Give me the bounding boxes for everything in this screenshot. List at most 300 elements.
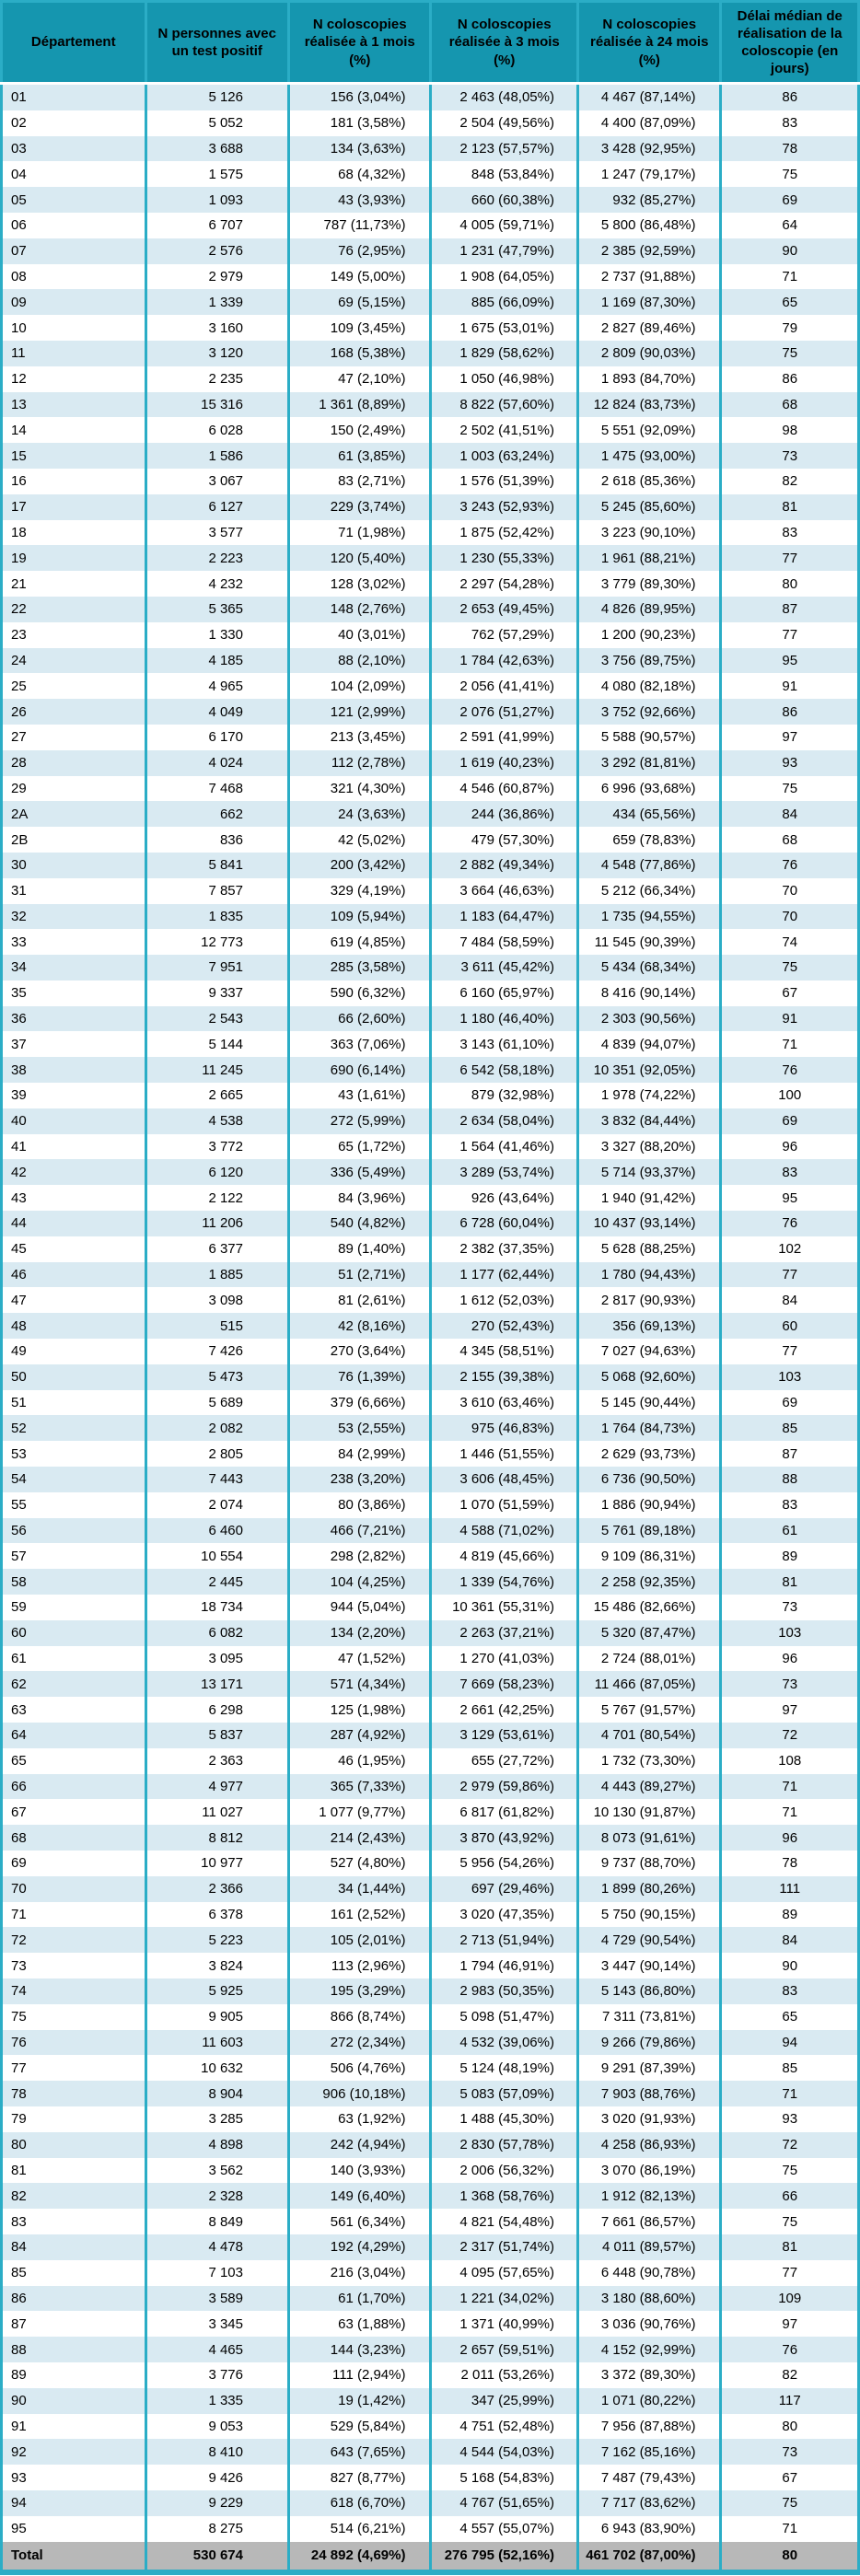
cell-delai-median: 80	[721, 2414, 859, 2440]
table-row	[2, 801, 859, 827]
cell-colo-24-mois: 434 (65,56%)	[577, 801, 721, 827]
cell-delai-median: 71	[721, 1774, 859, 1800]
cell-colo-3-mois: 2 634 (58,04%)	[431, 1108, 578, 1134]
cell-delai-median: 85	[721, 2055, 859, 2081]
cell-colo-1-mois: 148 (2,76%)	[289, 597, 431, 622]
col-header-test-positif: N personnes avec un test positif	[145, 2, 289, 84]
cell-colo-24-mois: 4 400 (87,09%)	[577, 110, 721, 136]
cell-colo-1-mois: 61 (3,85%)	[289, 443, 431, 469]
cell-colo-24-mois: 7 027 (94,63%)	[577, 1339, 721, 1364]
cell-departement: 54	[2, 1467, 146, 1492]
cell-colo-1-mois: 125 (1,98%)	[289, 1697, 431, 1723]
cell-delai-median: 76	[721, 853, 859, 878]
table-row	[2, 1083, 859, 1108]
cell-departement: 42	[2, 1159, 146, 1185]
cell-colo-24-mois: 3 070 (86,19%)	[577, 2158, 721, 2184]
cell-colo-24-mois: 9 737 (88,70%)	[577, 1851, 721, 1876]
cell-departement: 57	[2, 1543, 146, 1569]
cell-delai-median: 86	[721, 699, 859, 725]
cell-colo-1-mois: 527 (4,80%)	[289, 1851, 431, 1876]
cell-departement: 47	[2, 1287, 146, 1313]
cell-delai-median: 96	[721, 1646, 859, 1672]
table-row	[2, 1825, 859, 1851]
cell-colo-24-mois: 1 732 (73,30%)	[577, 1748, 721, 1774]
cell-departement: 66	[2, 1774, 146, 1800]
cell-delai-median: 73	[721, 1595, 859, 1620]
cell-test-positif: 1 330	[145, 622, 289, 648]
cell-colo-1-mois: 104 (4,25%)	[289, 1569, 431, 1595]
cell-colo-1-mois: 42 (8,16%)	[289, 1313, 431, 1339]
table-row	[2, 2030, 859, 2056]
cell-departement: 33	[2, 929, 146, 955]
cell-colo-3-mois: 1 371 (40,99%)	[431, 2311, 578, 2337]
cell-test-positif: 3 589	[145, 2286, 289, 2312]
cell-departement: 38	[2, 1057, 146, 1083]
cell-delai-median: 72	[721, 1723, 859, 1748]
cell-colo-1-mois: 192 (4,29%)	[289, 2234, 431, 2260]
table-header	[2, 2, 859, 84]
cell-colo-24-mois: 5 767 (91,57%)	[577, 1697, 721, 1723]
cell-colo-3-mois: 5 124 (48,19%)	[431, 2055, 578, 2081]
cell-test-positif: 4 478	[145, 2234, 289, 2260]
total-label: Total	[2, 2542, 146, 2572]
cell-colo-3-mois: 1 070 (51,59%)	[431, 1492, 578, 1518]
table-row	[2, 1006, 859, 1032]
cell-departement: 52	[2, 1415, 146, 1441]
cell-departement: 03	[2, 136, 146, 162]
cell-colo-1-mois: 69 (5,15%)	[289, 289, 431, 315]
cell-delai-median: 88	[721, 1467, 859, 1492]
cell-delai-median: 91	[721, 1006, 859, 1032]
cell-test-positif: 7 426	[145, 1339, 289, 1364]
cell-delai-median: 75	[721, 161, 859, 187]
cell-test-positif: 7 103	[145, 2260, 289, 2286]
cell-colo-1-mois: 321 (4,30%)	[289, 776, 431, 802]
cell-delai-median: 74	[721, 929, 859, 955]
cell-delai-median: 72	[721, 2132, 859, 2158]
cell-departement: 72	[2, 1927, 146, 1953]
cell-departement: 56	[2, 1518, 146, 1544]
cell-colo-1-mois: 272 (2,34%)	[289, 2030, 431, 2056]
cell-delai-median: 78	[721, 1851, 859, 1876]
cell-colo-3-mois: 2 056 (41,41%)	[431, 673, 578, 699]
cell-test-positif: 4 024	[145, 750, 289, 776]
cell-colo-3-mois: 1 784 (42,63%)	[431, 648, 578, 674]
cell-colo-1-mois: 200 (3,42%)	[289, 853, 431, 878]
table-row	[2, 1262, 859, 1288]
cell-colo-3-mois: 2 382 (37,35%)	[431, 1236, 578, 1262]
cell-delai-median: 75	[721, 2490, 859, 2516]
cell-test-positif: 8 275	[145, 2516, 289, 2542]
cell-delai-median: 77	[721, 1262, 859, 1288]
table-footer	[2, 2542, 859, 2572]
cell-delai-median: 93	[721, 750, 859, 776]
cell-colo-24-mois: 9 266 (79,86%)	[577, 2030, 721, 2056]
cell-test-positif: 5 925	[145, 1978, 289, 2004]
cell-colo-1-mois: 76 (1,39%)	[289, 1364, 431, 1390]
table-row	[2, 673, 859, 699]
cell-colo-1-mois: 466 (7,21%)	[289, 1518, 431, 1544]
table-row	[2, 2234, 859, 2260]
cell-colo-3-mois: 926 (43,64%)	[431, 1185, 578, 1211]
cell-test-positif: 5 126	[145, 84, 289, 110]
cell-colo-1-mois: 84 (3,96%)	[289, 1185, 431, 1211]
cell-departement: 31	[2, 878, 146, 904]
cell-colo-24-mois: 1 169 (87,30%)	[577, 289, 721, 315]
cell-departement: 14	[2, 417, 146, 443]
cell-colo-3-mois: 3 664 (46,63%)	[431, 878, 578, 904]
cell-departement: 51	[2, 1390, 146, 1416]
cell-colo-1-mois: 112 (2,78%)	[289, 750, 431, 776]
cell-colo-24-mois: 7 661 (86,57%)	[577, 2209, 721, 2234]
cell-colo-3-mois: 2 317 (51,74%)	[431, 2234, 578, 2260]
cell-colo-24-mois: 3 779 (89,30%)	[577, 571, 721, 597]
cell-delai-median: 77	[721, 545, 859, 571]
cell-colo-3-mois: 4 588 (71,02%)	[431, 1518, 578, 1544]
cell-test-positif: 5 223	[145, 1927, 289, 1953]
cell-colo-1-mois: 213 (3,45%)	[289, 725, 431, 750]
cell-colo-24-mois: 7 717 (83,62%)	[577, 2490, 721, 2516]
cell-departement: 43	[2, 1185, 146, 1211]
table-row	[2, 2209, 859, 2234]
table-row	[2, 725, 859, 750]
cell-colo-3-mois: 1 368 (58,76%)	[431, 2183, 578, 2209]
table-row	[2, 315, 859, 341]
cell-colo-3-mois: 2 297 (54,28%)	[431, 571, 578, 597]
cell-test-positif: 2 122	[145, 1185, 289, 1211]
table-body	[2, 84, 859, 2542]
table-row	[2, 1620, 859, 1646]
cell-departement: 94	[2, 2490, 146, 2516]
cell-colo-1-mois: 43 (3,93%)	[289, 187, 431, 213]
cell-colo-24-mois: 1 886 (90,94%)	[577, 1492, 721, 1518]
cell-colo-3-mois: 1 576 (51,39%)	[431, 469, 578, 494]
table-row	[2, 443, 859, 469]
cell-colo-1-mois: 53 (2,55%)	[289, 1415, 431, 1441]
cell-departement: 29	[2, 776, 146, 802]
cell-departement: 64	[2, 1723, 146, 1748]
cell-test-positif: 2 543	[145, 1006, 289, 1032]
table-row	[2, 622, 859, 648]
cell-delai-median: 86	[721, 84, 859, 110]
cell-test-positif: 18 734	[145, 1595, 289, 1620]
cell-departement: 58	[2, 1569, 146, 1595]
table-row	[2, 2465, 859, 2490]
cell-departement: 22	[2, 597, 146, 622]
cell-delai-median: 70	[721, 904, 859, 930]
cell-test-positif: 12 773	[145, 929, 289, 955]
table-row	[2, 2004, 859, 2030]
cell-test-positif: 5 052	[145, 110, 289, 136]
cell-colo-24-mois: 1 200 (90,23%)	[577, 622, 721, 648]
cell-departement: 53	[2, 1441, 146, 1467]
cell-colo-24-mois: 4 258 (86,93%)	[577, 2132, 721, 2158]
table-row	[2, 264, 859, 290]
cell-test-positif: 2 328	[145, 2183, 289, 2209]
cell-test-positif: 11 027	[145, 1799, 289, 1825]
cell-colo-3-mois: 5 168 (54,83%)	[431, 2465, 578, 2490]
cell-delai-median: 73	[721, 2439, 859, 2465]
cell-delai-median: 65	[721, 289, 859, 315]
cell-departement: 32	[2, 904, 146, 930]
table-row	[2, 136, 859, 162]
cell-test-positif: 6 377	[145, 1236, 289, 1262]
table-row	[2, 827, 859, 853]
cell-delai-median: 97	[721, 1697, 859, 1723]
cell-delai-median: 96	[721, 1825, 859, 1851]
cell-colo-1-mois: 89 (1,40%)	[289, 1236, 431, 1262]
cell-colo-24-mois: 2 724 (88,01%)	[577, 1646, 721, 1672]
cell-test-positif: 3 772	[145, 1134, 289, 1160]
cell-delai-median: 65	[721, 2004, 859, 2030]
cell-colo-3-mois: 1 180 (46,40%)	[431, 1006, 578, 1032]
cell-colo-1-mois: 150 (2,49%)	[289, 417, 431, 443]
cell-colo-24-mois: 5 800 (86,48%)	[577, 213, 721, 238]
cell-test-positif: 6 298	[145, 1697, 289, 1723]
cell-colo-3-mois: 3 143 (61,10%)	[431, 1031, 578, 1057]
cell-departement: 62	[2, 1671, 146, 1697]
cell-colo-3-mois: 2 463 (48,05%)	[431, 84, 578, 110]
table-row	[2, 2106, 859, 2132]
cell-delai-median: 68	[721, 392, 859, 418]
cell-colo-24-mois: 1 978 (74,22%)	[577, 1083, 721, 1108]
cell-colo-1-mois: 540 (4,82%)	[289, 1211, 431, 1236]
cell-colo-1-mois: 84 (2,99%)	[289, 1441, 431, 1467]
cell-colo-1-mois: 109 (5,94%)	[289, 904, 431, 930]
cell-colo-1-mois: 1 077 (9,77%)	[289, 1799, 431, 1825]
cell-colo-3-mois: 4 751 (52,48%)	[431, 2414, 578, 2440]
cell-colo-1-mois: 363 (7,06%)	[289, 1031, 431, 1057]
cell-colo-1-mois: 68 (4,32%)	[289, 161, 431, 187]
table-row	[2, 238, 859, 264]
table-row	[2, 1953, 859, 1978]
cell-test-positif: 9 053	[145, 2414, 289, 2440]
cell-colo-1-mois: 71 (1,98%)	[289, 520, 431, 546]
cell-colo-1-mois: 216 (3,04%)	[289, 2260, 431, 2286]
cell-test-positif: 662	[145, 801, 289, 827]
cell-test-positif: 4 185	[145, 648, 289, 674]
cell-colo-3-mois: 2 263 (37,21%)	[431, 1620, 578, 1646]
table-row	[2, 2286, 859, 2312]
table-row	[2, 2414, 859, 2440]
cell-delai-median: 71	[721, 1031, 859, 1057]
cell-delai-median: 75	[721, 955, 859, 981]
cell-colo-24-mois: 5 434 (68,34%)	[577, 955, 721, 981]
cell-colo-1-mois: 287 (4,92%)	[289, 1723, 431, 1748]
cell-departement: 65	[2, 1748, 146, 1774]
cell-colo-3-mois: 762 (57,29%)	[431, 622, 578, 648]
cell-test-positif: 6 082	[145, 1620, 289, 1646]
cell-departement: 67	[2, 1799, 146, 1825]
cell-departement: 26	[2, 699, 146, 725]
cell-delai-median: 80	[721, 571, 859, 597]
cell-departement: 45	[2, 1236, 146, 1262]
table-row	[2, 1876, 859, 1902]
cell-departement: 21	[2, 571, 146, 597]
cell-test-positif: 2 082	[145, 1415, 289, 1441]
cell-colo-3-mois: 1 050 (46,98%)	[431, 366, 578, 392]
cell-departement: 63	[2, 1697, 146, 1723]
cell-colo-3-mois: 1 221 (34,02%)	[431, 2286, 578, 2312]
cell-colo-1-mois: 88 (2,10%)	[289, 648, 431, 674]
cell-colo-1-mois: 66 (2,60%)	[289, 1006, 431, 1032]
cell-colo-3-mois: 5 956 (54,26%)	[431, 1851, 578, 1876]
cell-colo-1-mois: 643 (7,65%)	[289, 2439, 431, 2465]
cell-colo-3-mois: 3 020 (47,35%)	[431, 1902, 578, 1928]
cell-colo-3-mois: 1 564 (41,46%)	[431, 1134, 578, 1160]
table-row	[2, 1211, 859, 1236]
cell-test-positif: 10 554	[145, 1543, 289, 1569]
cell-colo-3-mois: 2 591 (41,99%)	[431, 725, 578, 750]
cell-departement: 05	[2, 187, 146, 213]
table-row	[2, 1927, 859, 1953]
cell-departement: 11	[2, 341, 146, 366]
cell-test-positif: 3 776	[145, 2362, 289, 2388]
cell-colo-1-mois: 270 (3,64%)	[289, 1339, 431, 1364]
cell-colo-24-mois: 2 817 (90,93%)	[577, 1287, 721, 1313]
cell-delai-median: 89	[721, 1543, 859, 1569]
cell-test-positif: 6 378	[145, 1902, 289, 1928]
cell-colo-3-mois: 3 243 (52,93%)	[431, 494, 578, 520]
cell-colo-24-mois: 2 618 (85,36%)	[577, 469, 721, 494]
table-row	[2, 776, 859, 802]
cell-colo-1-mois: 47 (1,52%)	[289, 1646, 431, 1672]
cell-colo-1-mois: 109 (3,45%)	[289, 315, 431, 341]
table-row	[2, 904, 859, 930]
table-row	[2, 2260, 859, 2286]
cell-departement: 10	[2, 315, 146, 341]
cell-colo-3-mois: 2 504 (49,56%)	[431, 110, 578, 136]
cell-colo-3-mois: 848 (53,84%)	[431, 161, 578, 187]
cell-colo-3-mois: 3 289 (53,74%)	[431, 1159, 578, 1185]
cell-test-positif: 3 345	[145, 2311, 289, 2337]
cell-test-positif: 10 632	[145, 2055, 289, 2081]
cell-colo-3-mois: 2 983 (50,35%)	[431, 1978, 578, 2004]
table-row	[2, 392, 859, 418]
cell-colo-1-mois: 140 (3,93%)	[289, 2158, 431, 2184]
cell-colo-1-mois: 104 (2,09%)	[289, 673, 431, 699]
cell-colo-3-mois: 697 (29,46%)	[431, 1876, 578, 1902]
cell-colo-24-mois: 8 416 (90,14%)	[577, 981, 721, 1006]
cell-departement: 93	[2, 2465, 146, 2490]
cell-colo-1-mois: 571 (4,34%)	[289, 1671, 431, 1697]
table-row	[2, 1236, 859, 1262]
cell-colo-24-mois: 1 780 (94,43%)	[577, 1262, 721, 1288]
cell-colo-1-mois: 83 (2,71%)	[289, 469, 431, 494]
cell-test-positif: 8 410	[145, 2439, 289, 2465]
cell-colo-24-mois: 1 961 (88,21%)	[577, 545, 721, 571]
cell-delai-median: 94	[721, 2030, 859, 2056]
cell-delai-median: 102	[721, 1236, 859, 1262]
cell-departement: 35	[2, 981, 146, 1006]
total-colo-1-mois: 24 892 (4,69%)	[289, 2542, 431, 2572]
table-row	[2, 341, 859, 366]
cell-departement: 80	[2, 2132, 146, 2158]
table-row	[2, 2132, 859, 2158]
cell-delai-median: 95	[721, 1185, 859, 1211]
cell-colo-1-mois: 195 (3,29%)	[289, 1978, 431, 2004]
cell-colo-1-mois: 827 (8,77%)	[289, 2465, 431, 2490]
cell-delai-median: 60	[721, 1313, 859, 1339]
table-row	[2, 1569, 859, 1595]
table-row	[2, 161, 859, 187]
cell-delai-median: 75	[721, 2209, 859, 2234]
table-row	[2, 417, 859, 443]
table-row	[2, 1748, 859, 1774]
cell-departement: 17	[2, 494, 146, 520]
cell-colo-24-mois: 1 735 (94,55%)	[577, 904, 721, 930]
cell-colo-1-mois: 134 (3,63%)	[289, 136, 431, 162]
cell-colo-3-mois: 3 870 (43,92%)	[431, 1825, 578, 1851]
cell-test-positif: 10 977	[145, 1851, 289, 1876]
total-delai-median: 80	[721, 2542, 859, 2572]
cell-colo-24-mois: 5 551 (92,09%)	[577, 417, 721, 443]
cell-colo-3-mois: 4 095 (57,65%)	[431, 2260, 578, 2286]
cell-colo-1-mois: 113 (2,96%)	[289, 1953, 431, 1978]
cell-test-positif: 3 562	[145, 2158, 289, 2184]
cell-colo-24-mois: 3 428 (92,95%)	[577, 136, 721, 162]
table-row	[2, 494, 859, 520]
cell-colo-24-mois: 3 832 (84,44%)	[577, 1108, 721, 1134]
cell-departement: 70	[2, 1876, 146, 1902]
cell-colo-24-mois: 9 109 (86,31%)	[577, 1543, 721, 1569]
cell-colo-24-mois: 3 447 (90,14%)	[577, 1953, 721, 1978]
cell-colo-3-mois: 655 (27,72%)	[431, 1748, 578, 1774]
cell-test-positif: 1 575	[145, 161, 289, 187]
cell-colo-24-mois: 1 475 (93,00%)	[577, 443, 721, 469]
cell-test-positif: 9 337	[145, 981, 289, 1006]
cell-delai-median: 71	[721, 2516, 859, 2542]
cell-departement: 83	[2, 2209, 146, 2234]
cell-delai-median: 69	[721, 1390, 859, 1416]
cell-colo-1-mois: 272 (5,99%)	[289, 1108, 431, 1134]
cell-colo-24-mois: 2 385 (92,59%)	[577, 238, 721, 264]
cell-departement: 50	[2, 1364, 146, 1390]
cell-delai-median: 83	[721, 1978, 859, 2004]
table-row	[2, 1185, 859, 1211]
cell-colo-24-mois: 3 292 (81,81%)	[577, 750, 721, 776]
cell-departement: 59	[2, 1595, 146, 1620]
cell-departement: 48	[2, 1313, 146, 1339]
cell-colo-1-mois: 47 (2,10%)	[289, 366, 431, 392]
cell-colo-3-mois: 3 611 (45,42%)	[431, 955, 578, 981]
cell-test-positif: 4 049	[145, 699, 289, 725]
cell-test-positif: 2 979	[145, 264, 289, 290]
cell-test-positif: 1 835	[145, 904, 289, 930]
cell-test-positif: 1 335	[145, 2388, 289, 2414]
col-header-colo-1-mois: N coloscopies réalisée à 1 mois (%)	[289, 2, 431, 84]
cell-delai-median: 75	[721, 341, 859, 366]
cell-colo-1-mois: 61 (1,70%)	[289, 2286, 431, 2312]
cell-delai-median: 95	[721, 648, 859, 674]
cell-delai-median: 77	[721, 622, 859, 648]
cell-colo-1-mois: 379 (6,66%)	[289, 1390, 431, 1416]
cell-departement: 71	[2, 1902, 146, 1928]
cell-test-positif: 1 586	[145, 443, 289, 469]
cell-test-positif: 1 093	[145, 187, 289, 213]
cell-delai-median: 85	[721, 1415, 859, 1441]
cell-colo-3-mois: 5 098 (51,47%)	[431, 2004, 578, 2030]
table-row	[2, 1287, 859, 1313]
cell-colo-1-mois: 63 (1,92%)	[289, 2106, 431, 2132]
table-row	[2, 2081, 859, 2106]
cell-colo-3-mois: 879 (32,98%)	[431, 1083, 578, 1108]
table-row	[2, 2439, 859, 2465]
col-header-colo-24-mois: N coloscopies réalisée à 24 mois (%)	[577, 2, 721, 84]
cell-departement: 84	[2, 2234, 146, 2260]
cell-colo-3-mois: 1 619 (40,23%)	[431, 750, 578, 776]
cell-test-positif: 5 365	[145, 597, 289, 622]
